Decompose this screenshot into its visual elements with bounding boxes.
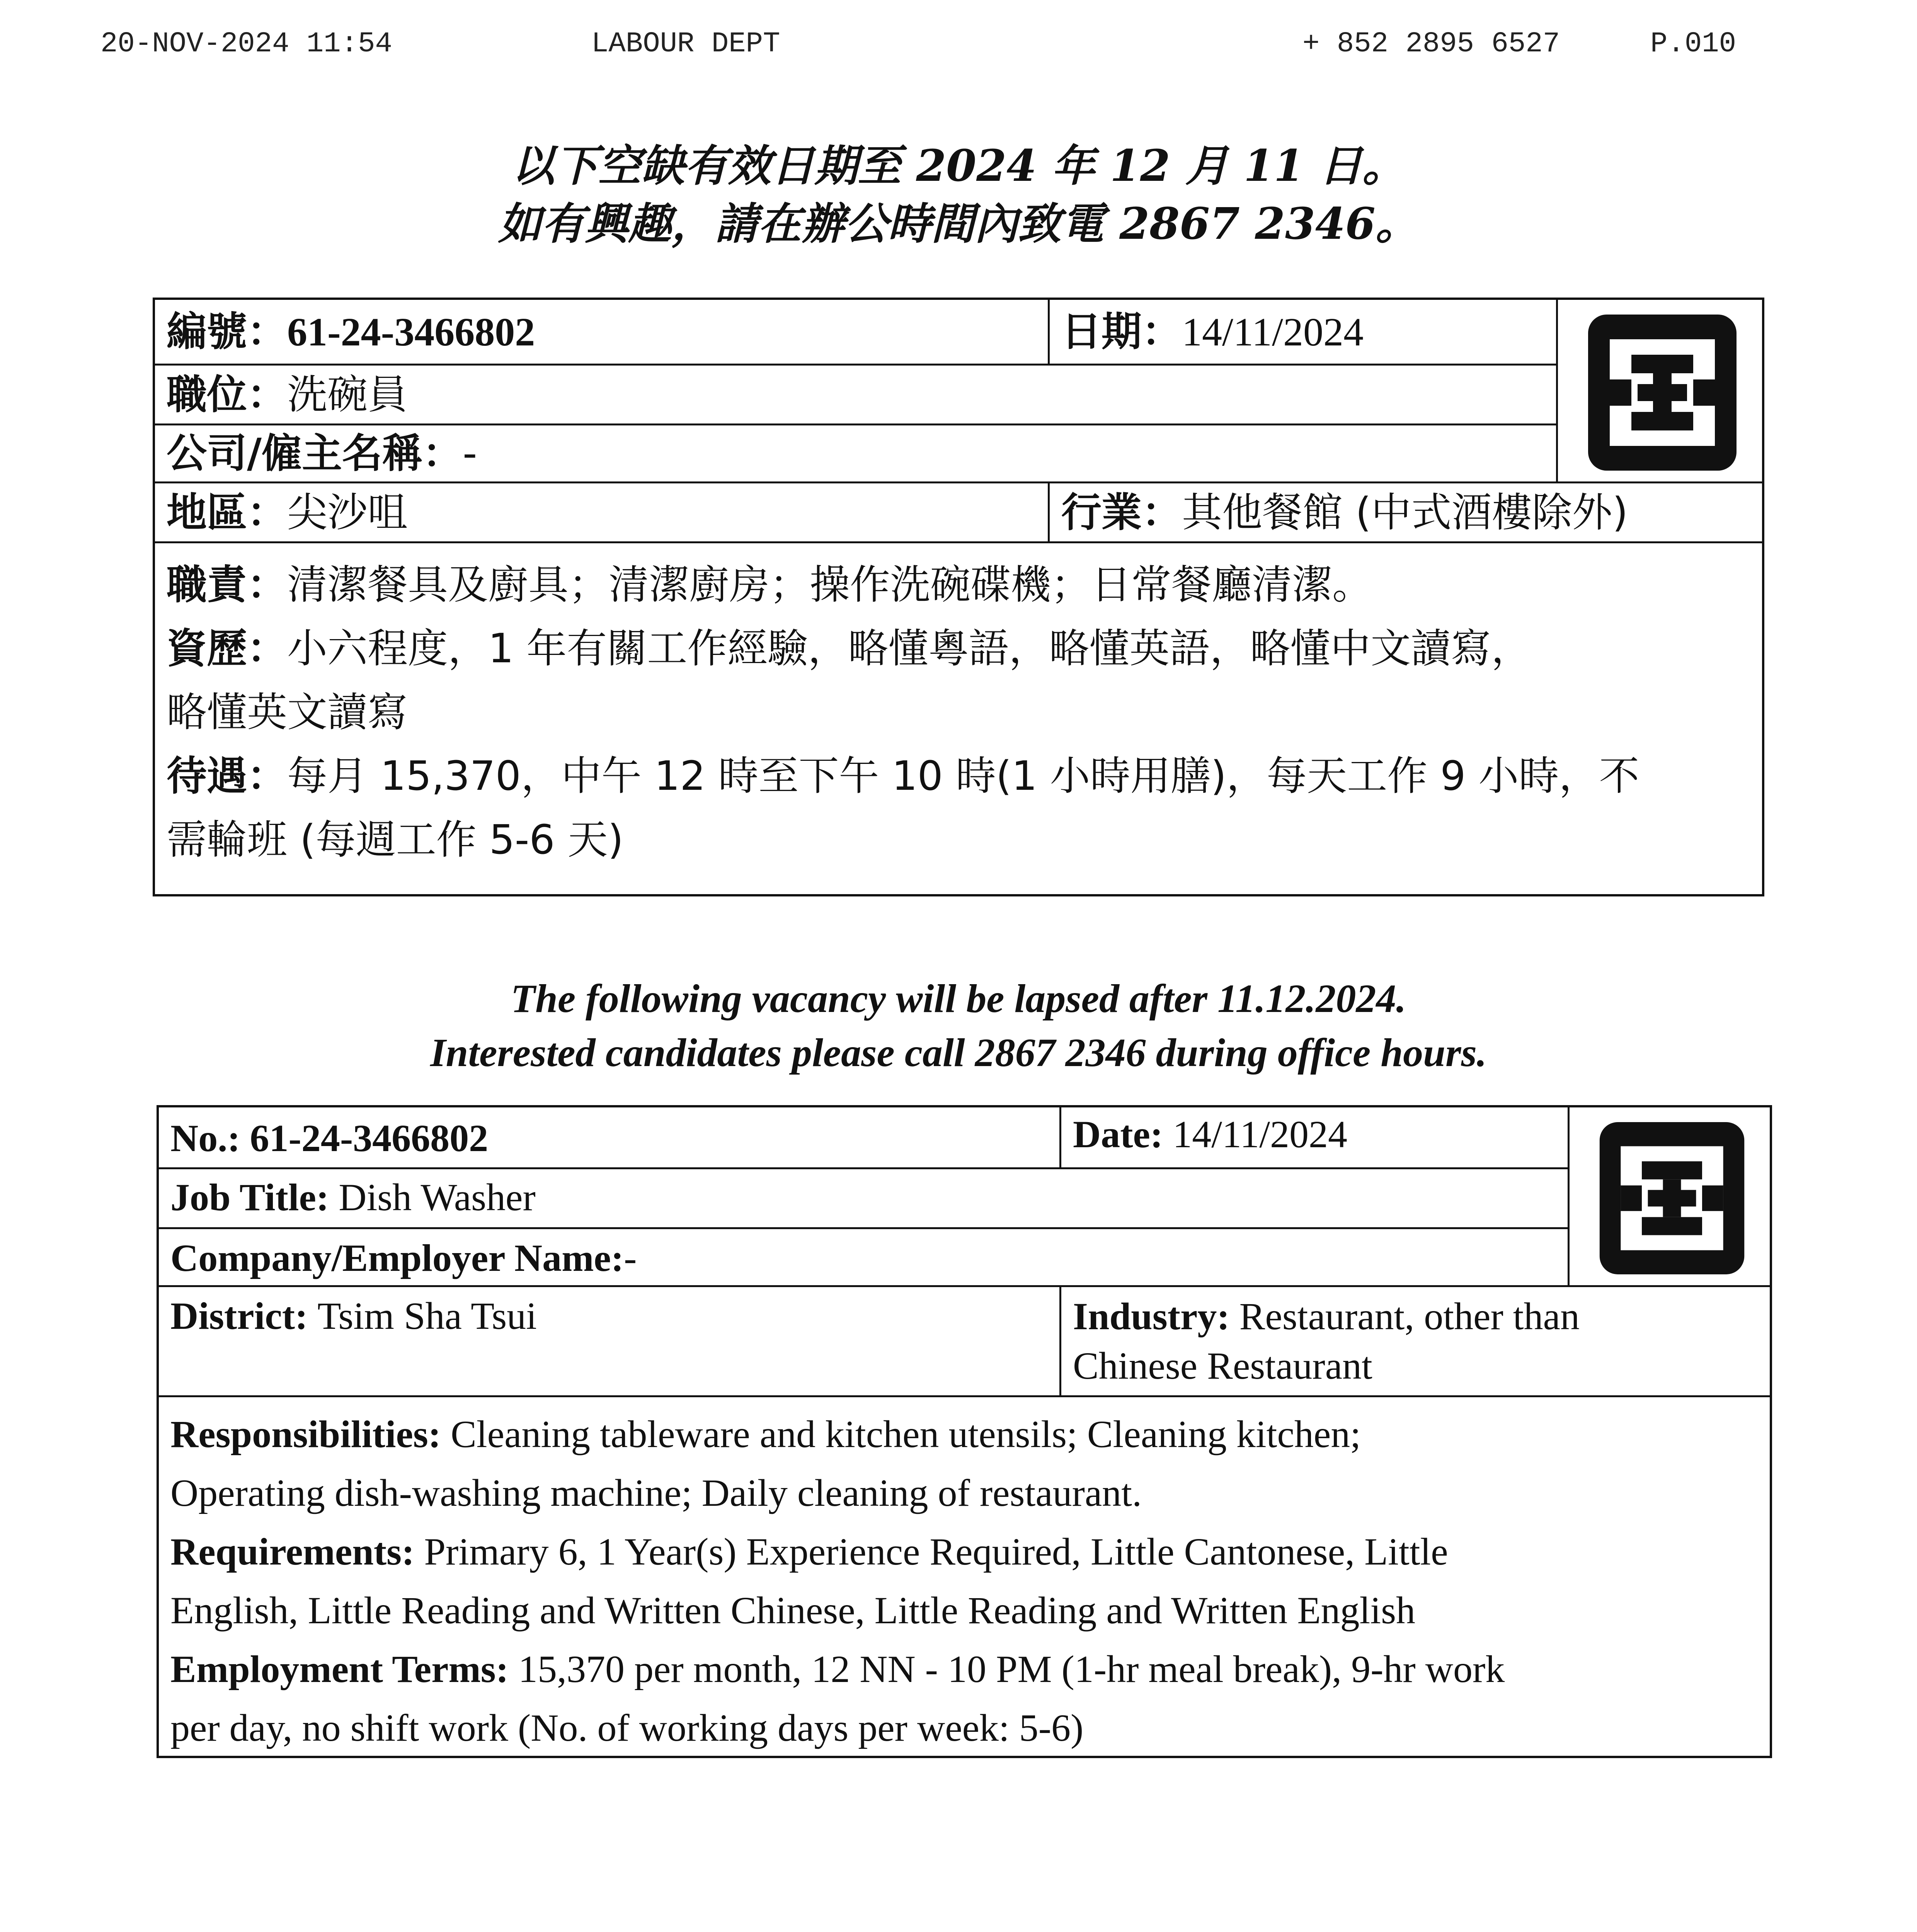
fax-sender: LABOUR DEPT	[591, 28, 780, 60]
zh-terms-value-line1: 每月 15,370，中午 12 時至下午 10 時(1 小時用膳)，每天工作 9 小時，不	[287, 752, 1639, 799]
zh-company	[155, 425, 1556, 481]
en-terms-value-line1: 15,370 per month, 12 NN - 10 PM (1-hr meal break), 9-hr work	[518, 1648, 1505, 1690]
en-notice-line1: The following vacancy will be lapsed after 11.12.2024.	[511, 976, 1406, 1021]
en-district-value: Tsim Sha Tsui	[317, 1294, 537, 1337]
en-notice	[0, 972, 1917, 1080]
zh-resp-label: 職責：	[167, 561, 288, 608]
en-company	[159, 1229, 1568, 1285]
zh-vacancy-table	[153, 298, 1764, 896]
fax-datetime: 20-NOV-2024 11:54	[100, 28, 392, 60]
zh-vacancy-number	[155, 300, 1048, 364]
fax-page-number: P.010	[1650, 28, 1737, 60]
zh-resp-value: 清潔餐具及廚具；清潔廚房；操作洗碗碟機；日常餐廳清潔。	[287, 561, 1373, 608]
zh-district	[155, 483, 1048, 541]
zh-industry-label: 行業：	[1061, 489, 1182, 536]
en-district-label: District:	[170, 1294, 318, 1337]
en-req-value-line2: English, Little Reading and Written Chinese, Little Reading and Written English	[170, 1589, 1415, 1632]
en-terms-label: Employment Terms:	[170, 1648, 518, 1690]
en-row-title	[159, 1169, 1568, 1229]
zh-job-title	[155, 366, 1556, 423]
en-resp-label: Responsibilities:	[170, 1413, 451, 1456]
zh-industry	[1048, 483, 1762, 541]
labour-department-logo-icon	[1597, 1119, 1747, 1277]
zh-date	[1048, 300, 1556, 364]
en-responsibilities	[170, 1405, 1758, 1464]
zh-district-value: 尖沙咀	[287, 489, 408, 536]
zh-requirements	[167, 617, 1750, 680]
en-req-label: Requirements:	[170, 1530, 424, 1573]
zh-notice-line2: 如有興趣，請在辦公時間內致電 2867 2346。	[498, 199, 1419, 249]
en-requirements	[170, 1522, 1758, 1581]
en-row-company	[159, 1229, 1770, 1287]
en-title-value: Dish Washer	[339, 1176, 536, 1219]
en-industry-value-line2: Chinese Restaurant	[1073, 1344, 1372, 1387]
zh-req-value-line2: 略懂英文讀寫	[167, 689, 408, 736]
zh-company-value: -	[463, 430, 477, 477]
zh-industry-value: 其他餐館 (中式酒樓除外)	[1182, 489, 1628, 536]
zh-req-label: 資歷：	[167, 625, 288, 672]
fax-header	[0, 28, 1917, 66]
zh-no-label: 編號：	[167, 308, 288, 355]
en-resp-value-line1: Cleaning tableware and kitchen utensils; Cleaning kitchen;	[451, 1413, 1361, 1456]
en-vacancy-number	[159, 1107, 1059, 1167]
zh-terms	[167, 744, 1750, 808]
zh-title-label: 職位：	[167, 371, 288, 418]
en-date	[1059, 1107, 1568, 1167]
zh-row-district-industry	[155, 483, 1762, 543]
en-resp-value-line2: Operating dish-washing machine; Daily cleaning of restaurant.	[170, 1471, 1142, 1514]
en-no-value: 61-24-3466802	[250, 1117, 489, 1160]
zh-terms-value-line2: 需輪班 (每週工作 5-6 天)	[167, 816, 624, 863]
zh-row-company	[155, 425, 1762, 483]
zh-company-label: 公司/僱主名稱：	[167, 430, 463, 477]
en-logo-cell	[1568, 1107, 1770, 1287]
zh-notice-line1: 以下空缺有效日期至 2024 年 12 月 11 日。	[511, 141, 1406, 191]
fax-phone: + 852 2895 6527	[1302, 28, 1560, 60]
en-district	[159, 1287, 1059, 1395]
en-industry-value-line1: Restaurant, other than	[1239, 1295, 1580, 1338]
en-notice-line2: Interested candidates please call 2867 2346 during office hours.	[430, 1031, 1487, 1075]
labour-department-logo-icon	[1585, 311, 1740, 474]
en-row-district-industry	[159, 1287, 1770, 1397]
en-terms-value-line2: per day, no shift work (No. of working days per week: 5-6)	[170, 1706, 1084, 1749]
en-company-value: -	[624, 1236, 637, 1279]
en-row-number-date	[159, 1107, 1568, 1169]
en-terms	[170, 1640, 1758, 1699]
zh-no-value: 61-24-3466802	[287, 310, 535, 354]
zh-notice	[0, 137, 1917, 253]
zh-logo-cell	[1556, 300, 1762, 483]
zh-row-number-date	[155, 300, 1556, 366]
en-industry-label: Industry:	[1073, 1295, 1239, 1338]
en-details	[170, 1405, 1758, 1757]
en-date-value: 14/11/2024	[1173, 1113, 1348, 1156]
zh-row-title	[155, 366, 1556, 425]
en-date-label: Date:	[1073, 1113, 1173, 1156]
en-company-label: Company/Employer Name:	[170, 1236, 624, 1279]
zh-terms-label: 待遇：	[167, 752, 288, 799]
zh-district-label: 地區：	[167, 489, 288, 536]
zh-responsibilities	[167, 553, 1750, 617]
zh-req-value-line1: 小六程度，1 年有關工作經驗，略懂粵語，略懂英語，略懂中文讀寫，	[287, 625, 1532, 672]
zh-title-value: 洗碗員	[287, 371, 408, 418]
zh-date-value: 14/11/2024	[1182, 310, 1364, 354]
zh-date-label: 日期：	[1061, 308, 1182, 355]
en-vacancy-table	[157, 1105, 1772, 1758]
zh-details	[167, 553, 1750, 872]
en-req-value-line1: Primary 6, 1 Year(s) Experience Required, Little Cantonese, Little	[424, 1530, 1448, 1573]
en-title-label: Job Title:	[170, 1176, 339, 1219]
en-industry	[1059, 1287, 1770, 1395]
en-job-title	[159, 1169, 1568, 1227]
en-no-label: No.:	[170, 1117, 250, 1160]
